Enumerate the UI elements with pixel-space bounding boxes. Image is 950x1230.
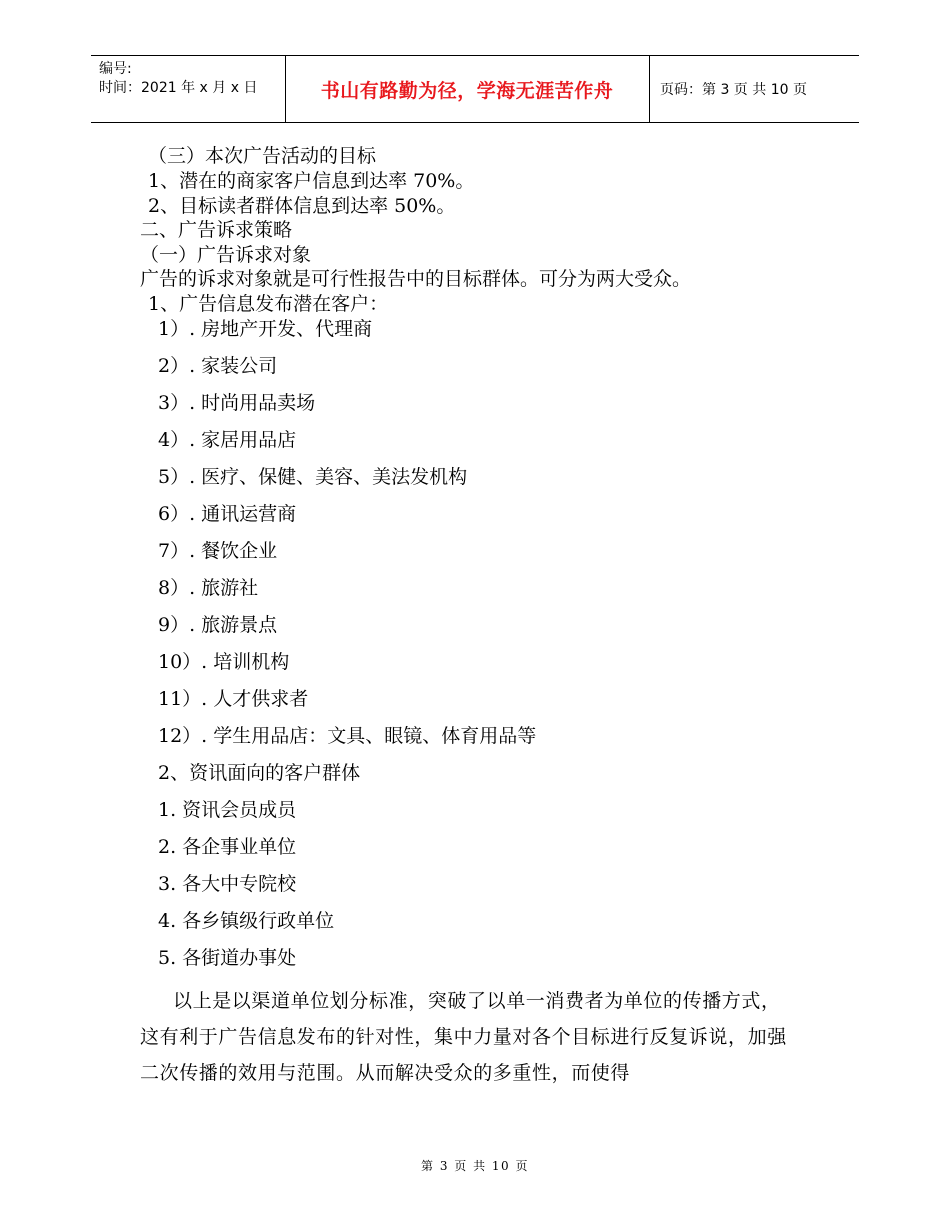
section-heading: （一）广告诉求对象 <box>140 244 312 266</box>
list-item: 12）. 学生用品店：文具、眼镜、体育用品等 <box>158 725 537 747</box>
header-motto: 书山有路勤为径，学海无涯苦作舟 <box>320 80 614 102</box>
time-label: 时间：2021 年 x 月 x 日 <box>99 80 258 96</box>
list-item: 4. 各乡镇级行政单位 <box>158 910 335 932</box>
serial-label: 编号: <box>99 61 132 77</box>
list-item: 6）. 通讯运营商 <box>158 503 297 525</box>
list-item: 9）. 旅游景点 <box>158 614 278 636</box>
list-item: 2）. 家装公司 <box>158 355 278 377</box>
body-line: 广告的诉求对象就是可行性报告中的目标群体。可分为两大受众。 <box>140 268 692 290</box>
body-line: 1、潜在的商家客户信息到达率 70%。 <box>148 170 475 192</box>
list-item: 1. 资讯会员成员 <box>158 799 297 821</box>
header-page-number: 页码：第 3 页 共 10 页 <box>660 82 807 98</box>
list-item: 1）. 房地产开发、代理商 <box>158 318 373 340</box>
section-heading: 二、广告诉求策略 <box>140 219 293 241</box>
list-item: 7）. 餐饮企业 <box>158 540 278 562</box>
page-footer: 第 3 页 共 10 页 <box>421 1159 529 1173</box>
list-item: 3）. 时尚用品卖场 <box>158 392 316 414</box>
page-header <box>91 55 859 123</box>
section-heading: （三）本次广告活动的目标 <box>148 145 377 167</box>
list-item: 8）. 旅游社 <box>158 577 259 599</box>
header-meta <box>99 60 257 98</box>
list-item: 4）. 家居用品店 <box>158 429 297 451</box>
list-item: 3. 各大中专院校 <box>158 873 297 895</box>
body-line: 2、目标读者群体信息到达率 50%。 <box>148 195 456 217</box>
header-divider-right <box>649 56 650 122</box>
list-item: 11）. 人才供求者 <box>158 688 309 710</box>
list-item: 5）. 医疗、保健、美容、美法发机构 <box>158 466 468 488</box>
body-paragraph: 以上是以渠道单位划分标准，突破了以单一消费者为单位的传播方式，这有利于广告信息发布的针对性，集中力量对各个目标进行反复诉说，加强二次传播的效用与范围。从而解决受众的多重性，而使得 <box>140 990 787 1084</box>
list-item: 10）. 培训机构 <box>158 651 290 673</box>
list-item: 5. 各街道办事处 <box>158 947 297 969</box>
list-item: 2. 各企事业单位 <box>158 836 297 858</box>
section-heading: 2、资讯面向的客户群体 <box>158 762 361 784</box>
body-line: 1、广告信息发布潜在客户： <box>148 293 389 315</box>
